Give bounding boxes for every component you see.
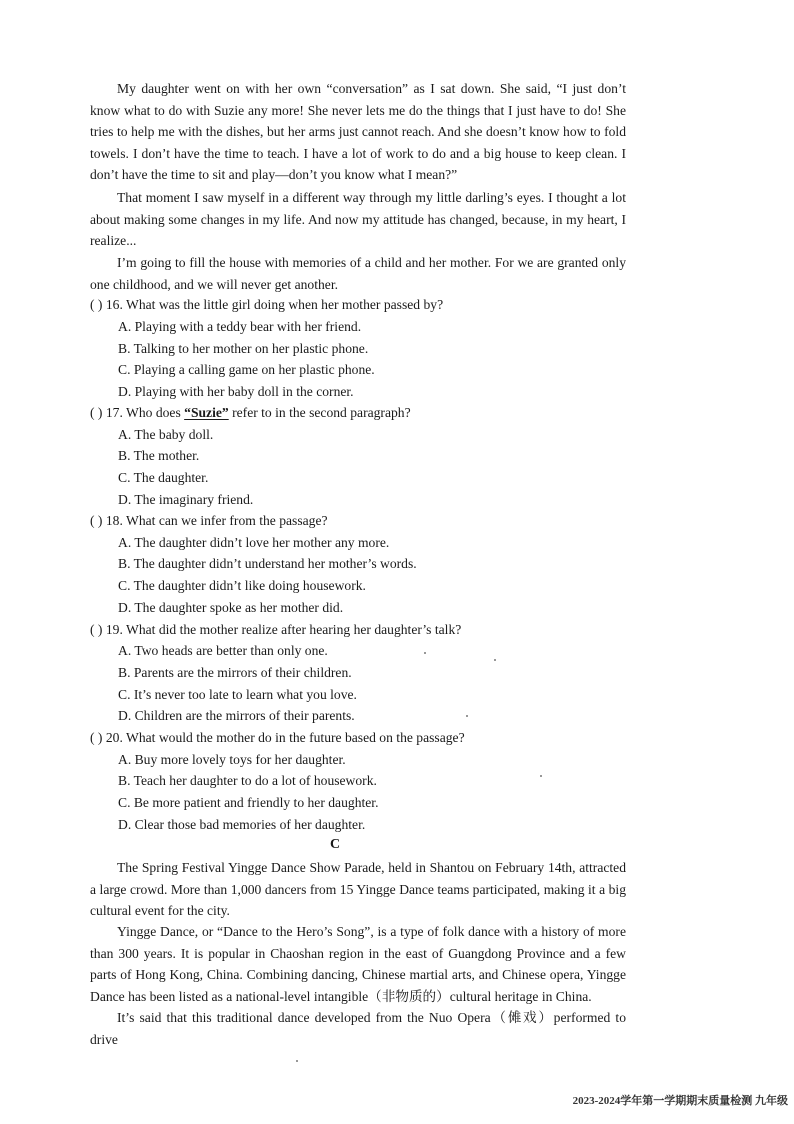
section-c-paragraph-3: It’s said that this traditional dance developed from the Nuo Opera（傩戏）performed to drive bbox=[90, 1010, 626, 1047]
scan-speck bbox=[296, 1060, 298, 1062]
question-17-option-b: B. The mother. bbox=[118, 448, 200, 463]
question-19-option-b: B. Parents are the mirrors of their children. bbox=[118, 665, 352, 680]
question-16-option-c: C. Playing a calling game on her plastic phone. bbox=[118, 362, 375, 377]
question-18-option-a: A. The daughter didn’t love her mother any more. bbox=[118, 535, 390, 550]
scan-speck bbox=[466, 715, 468, 717]
question-20-option-c: C. Be more patient and friendly to her daughter. bbox=[118, 795, 379, 810]
question-17-stem-before: ( ) 17. Who does bbox=[90, 405, 185, 420]
question-17-stem-after: refer to in the second paragraph? bbox=[228, 405, 411, 420]
section-c-paragraph-2: Yingge Dance, or “Dance to the Hero’s Song”, is a type of folk dance with a history of more than 300 years. It is popular in Chaoshan region in the east of Guangdong Province and a few parts of Hong Kong, China. Combining dancing, Chinese martial arts, and Chinese opera, Yingge Dance has been listed as a national-level intangible（非物质的）cultural heritage in China. bbox=[90, 924, 626, 1004]
section-c-heading: C bbox=[330, 837, 341, 852]
section-c-paragraph-1: The Spring Festival Yingge Dance Show Parade, held in Shantou on February 14th, attracted a large crowd. More than 1,000 dancers from 15 Yingge Dance teams participated, making it a big cultural event for the city. bbox=[90, 860, 626, 919]
question-18-stem: ( ) 18. What can we infer from the passage? bbox=[90, 513, 328, 528]
question-19-option-a: A. Two heads are better than only one. bbox=[118, 643, 328, 658]
scan-speck bbox=[494, 659, 496, 661]
passage-b-paragraph-1: My daughter went on with her own “conversation” as I sat down. She said, “I just don’t know what to do with Suzie any more! She never lets me do the things that I just have to do! She tries to help me with the dishes, but her arms just cannot reach. And she doesn’t know how to fold towels. I don’t have the time to teach. I have a lot of work to do and a big house to keep clean. I don’t have the time to sit and play—don’t you know what I mean?” bbox=[90, 81, 626, 183]
question-17-option-c: C. The daughter. bbox=[118, 470, 209, 485]
question-20-option-b: B. Teach her daughter to do a lot of housework. bbox=[118, 773, 377, 788]
question-19-option-c: C. It’s never too late to learn what you love. bbox=[118, 687, 357, 702]
question-20-stem: ( ) 20. What would the mother do in the future based on the passage? bbox=[90, 730, 465, 745]
scan-speck bbox=[540, 775, 542, 777]
scan-speck bbox=[424, 652, 426, 654]
question-17-option-a: A. The baby doll. bbox=[118, 427, 214, 442]
question-16-option-a: A. Playing with a teddy bear with her friend. bbox=[118, 319, 362, 334]
passage-b-paragraph-2: That moment I saw myself in a different way through my little darling’s eyes. I thought a lot about making some changes in my life. And now my attitude has changed, because, in my heart, I realize... bbox=[90, 190, 626, 249]
question-18-option-c: C. The daughter didn’t like doing housework. bbox=[118, 578, 366, 593]
question-16-stem: ( ) 16. What was the little girl doing when her mother passed by? bbox=[90, 297, 444, 312]
question-18-option-b: B. The daughter didn’t understand her mother’s words. bbox=[118, 556, 417, 571]
question-16-option-b: B. Talking to her mother on her plastic phone. bbox=[118, 341, 369, 356]
question-16-option-d: D. Playing with her baby doll in the corner. bbox=[118, 384, 354, 399]
question-20-option-d: D. Clear those bad memories of her daughter. bbox=[118, 817, 366, 832]
question-19-stem: ( ) 19. What did the mother realize after hearing her daughter’s talk? bbox=[90, 622, 462, 637]
question-18-option-d: D. The daughter spoke as her mother did. bbox=[118, 600, 344, 615]
question-19-option-d: D. Children are the mirrors of their parents. bbox=[118, 708, 355, 723]
question-20-option-a: A. Buy more lovely toys for her daughter. bbox=[118, 752, 346, 767]
question-17-marked-word: “Suzie” bbox=[184, 405, 229, 420]
question-17-stem bbox=[90, 403, 411, 423]
passage-b-paragraph-3: I’m going to fill the house with memories of a child and her mother. For we are granted only one childhood, and we will never get another. bbox=[90, 255, 626, 292]
question-17-option-d: D. The imaginary friend. bbox=[118, 492, 254, 507]
page-footer: 2023-2024学年第一学期期末质量检测 九年级 bbox=[572, 1095, 788, 1107]
